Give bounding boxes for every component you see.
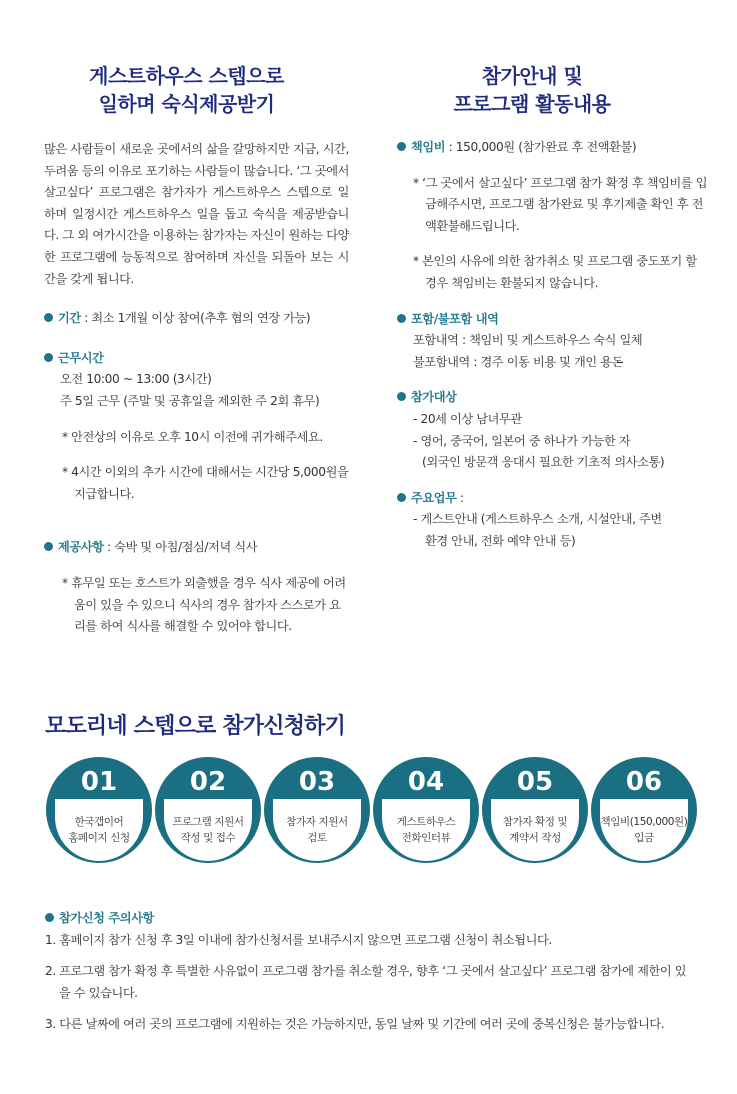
- bullet-icon: [44, 542, 53, 551]
- steps-row: [46, 757, 696, 869]
- bullet-icon: [397, 493, 406, 502]
- step-3: [264, 757, 370, 869]
- period-section: [44, 308, 349, 330]
- provided-note: * 휴무일 또는 호스트가 외출했을 경우 식사 제공에 어려움이 있을 수 있으니 식사의 경우 참가자 스스로가 요리를 하여 식사를 해결할 수 있어야 합니다.: [62, 575, 346, 634]
- step-number: 05: [516, 767, 554, 797]
- step-text: 게스트하우스 전화인터뷰: [396, 816, 456, 844]
- duties-line1: - 게스트안내 (게스트하우스 소개, 시설안내, 주변: [413, 512, 662, 527]
- period-text: : 최소 1개월 이상 참여(추후 협의 연장 가능): [80, 311, 311, 326]
- fee-section: [397, 137, 709, 295]
- caution-item-1: 1. 홈페이지 참가 신청 후 3일 이내에 참가신청서를 보내주시지 않으면 프로그램 신청이 취소됩니다.: [45, 932, 552, 947]
- fee-note2: * 본인의 사유에 의한 참가취소 및 프로그램 중도포기 할 경우 책임비는 환불되지 않습니다.: [413, 254, 697, 290]
- step-text: 참가자 확정 및 계약서 작성: [502, 816, 568, 844]
- bullet-icon: [44, 313, 53, 322]
- left-title-line1: 게스트하우스 스텝으로: [89, 64, 284, 88]
- included-section: [397, 309, 709, 374]
- target-line1: - 20세 이상 남녀무관: [413, 411, 522, 426]
- provided-text: : 숙박 및 아침/점심/저녁 식사: [103, 540, 258, 555]
- step-number: 02: [189, 767, 227, 797]
- hours-section: [44, 348, 349, 506]
- right-title-line1: 참가안내 및: [481, 64, 583, 88]
- step-text: 한국갭이어 홈페이지 신청: [68, 816, 130, 844]
- fee-label: 책임비: [411, 140, 446, 154]
- provided-section: [44, 537, 349, 637]
- right-title-line2: 프로그램 활동내용: [453, 92, 611, 116]
- included-line2: 불포함내역 : 경주 이동 비용 및 개인 용돈: [413, 354, 623, 369]
- left-title: [34, 62, 339, 118]
- left-title-line2: 일하며 숙식제공받기: [98, 92, 275, 116]
- included-label: 포함/불포함 내역: [411, 311, 499, 326]
- step-number: 04: [407, 767, 445, 797]
- bullet-icon: [397, 142, 406, 151]
- target-label: 참가대상: [411, 390, 457, 405]
- hours-line2: 주 5일 근무 (주말 및 공휴일을 제외한 주 2회 휴무): [60, 393, 320, 408]
- hours-label: 근무시간: [58, 350, 104, 365]
- provided-label: 제공사항: [58, 540, 104, 555]
- hours-note1: * 안전상의 이유로 오후 10시 이전에 귀가해주세요.: [62, 429, 323, 444]
- intro-paragraph: 많은 사람들이 새로운 곳에서의 삶을 갈망하지만 지금, 시간, 두려움 등의 이유로 포기하는 사람들이 많습니다. ‘그 곳에서 살고싶다’ 프로그램은 참가자가 게스트하우스 스텝으로 일하며 일정시간 게스트하우스 일을 돕고 숙식을 제공받습니다. 그 외 여가시간을 이용하는 참가자는 자신이 원하는 다양한 프로그램에 능동적으로 참여하며 자신을 되돌아 보는 시간을 갖게 됩니다.: [44, 142, 349, 286]
- left-column: [44, 62, 349, 638]
- step-1: [46, 757, 152, 869]
- step-number: 03: [298, 767, 336, 797]
- bullet-icon: [397, 392, 406, 401]
- duties-suffix: :: [456, 490, 464, 505]
- step-text: 참가자 지원서 검토: [286, 816, 348, 844]
- right-column: [397, 62, 709, 553]
- step-4: [373, 757, 479, 869]
- hours-line1: 오전 10:00 ~ 13:00 (3시간): [60, 372, 212, 387]
- step-number: 06: [625, 767, 663, 797]
- target-line3: (외국인 방문객 응대시 필요한 기초적 의사소통): [422, 455, 665, 470]
- step-text: 프로그램 지원서 작성 및 접수: [172, 816, 244, 844]
- period-label: 기간: [58, 311, 81, 326]
- duties-line2: 환경 안내, 전화 예약 안내 등): [425, 533, 576, 548]
- step-text: 책임비(150,000원) 입금: [600, 816, 688, 844]
- caution-item-2: 2. 프로그램 참가 확정 후 특별한 사유없이 프로그램 참가를 취소할 경우, 향후 ‘그 곳에서 살고싶다’ 프로그램 참가에 제한이 있을 수 있습니다.: [45, 964, 687, 1000]
- bullet-icon: [45, 913, 54, 922]
- step-6: [591, 757, 697, 869]
- duties-section: [397, 488, 709, 553]
- step-5: [482, 757, 588, 869]
- caution-item-3: 3. 다른 날짜에 여러 곳의 프로그램에 지원하는 것은 가능하지만, 동일 날짜 및 기간에 여러 곳에 중복신청은 불가능합니다.: [45, 1017, 665, 1032]
- fee-note1: * ‘그 곳에서 살고싶다’ 프로그램 참가 확정 후 책임비를 입금해주시면, 프로그램 참가완료 및 후기제출 확인 후 전액환불해드립니다.: [413, 175, 708, 233]
- target-line2: - 영어, 중국어, 일본어 중 하나가 가능한 자: [413, 433, 631, 448]
- bullet-icon: [397, 314, 406, 323]
- hours-note2: * 4시간 이외의 추가 시간에 대해서는 시간당 5,000원을 지급합니다.: [62, 465, 349, 501]
- included-line1: 포함내역 : 책임비 및 게스트하우스 숙식 일체: [413, 333, 643, 348]
- target-section: [397, 387, 709, 473]
- apply-title: 모도리네 스텝으로 참가신청하기: [45, 714, 346, 739]
- right-title: [397, 62, 667, 118]
- duties-label: 주요업무: [411, 490, 457, 505]
- caution-section: [45, 908, 695, 1036]
- step-number: 01: [80, 767, 118, 797]
- fee-text: : 150,000원 (참가완료 후 전액환불): [445, 140, 637, 154]
- caution-label: 참가신청 주의사항: [59, 911, 154, 925]
- step-2: [155, 757, 261, 869]
- bullet-icon: [44, 353, 53, 362]
